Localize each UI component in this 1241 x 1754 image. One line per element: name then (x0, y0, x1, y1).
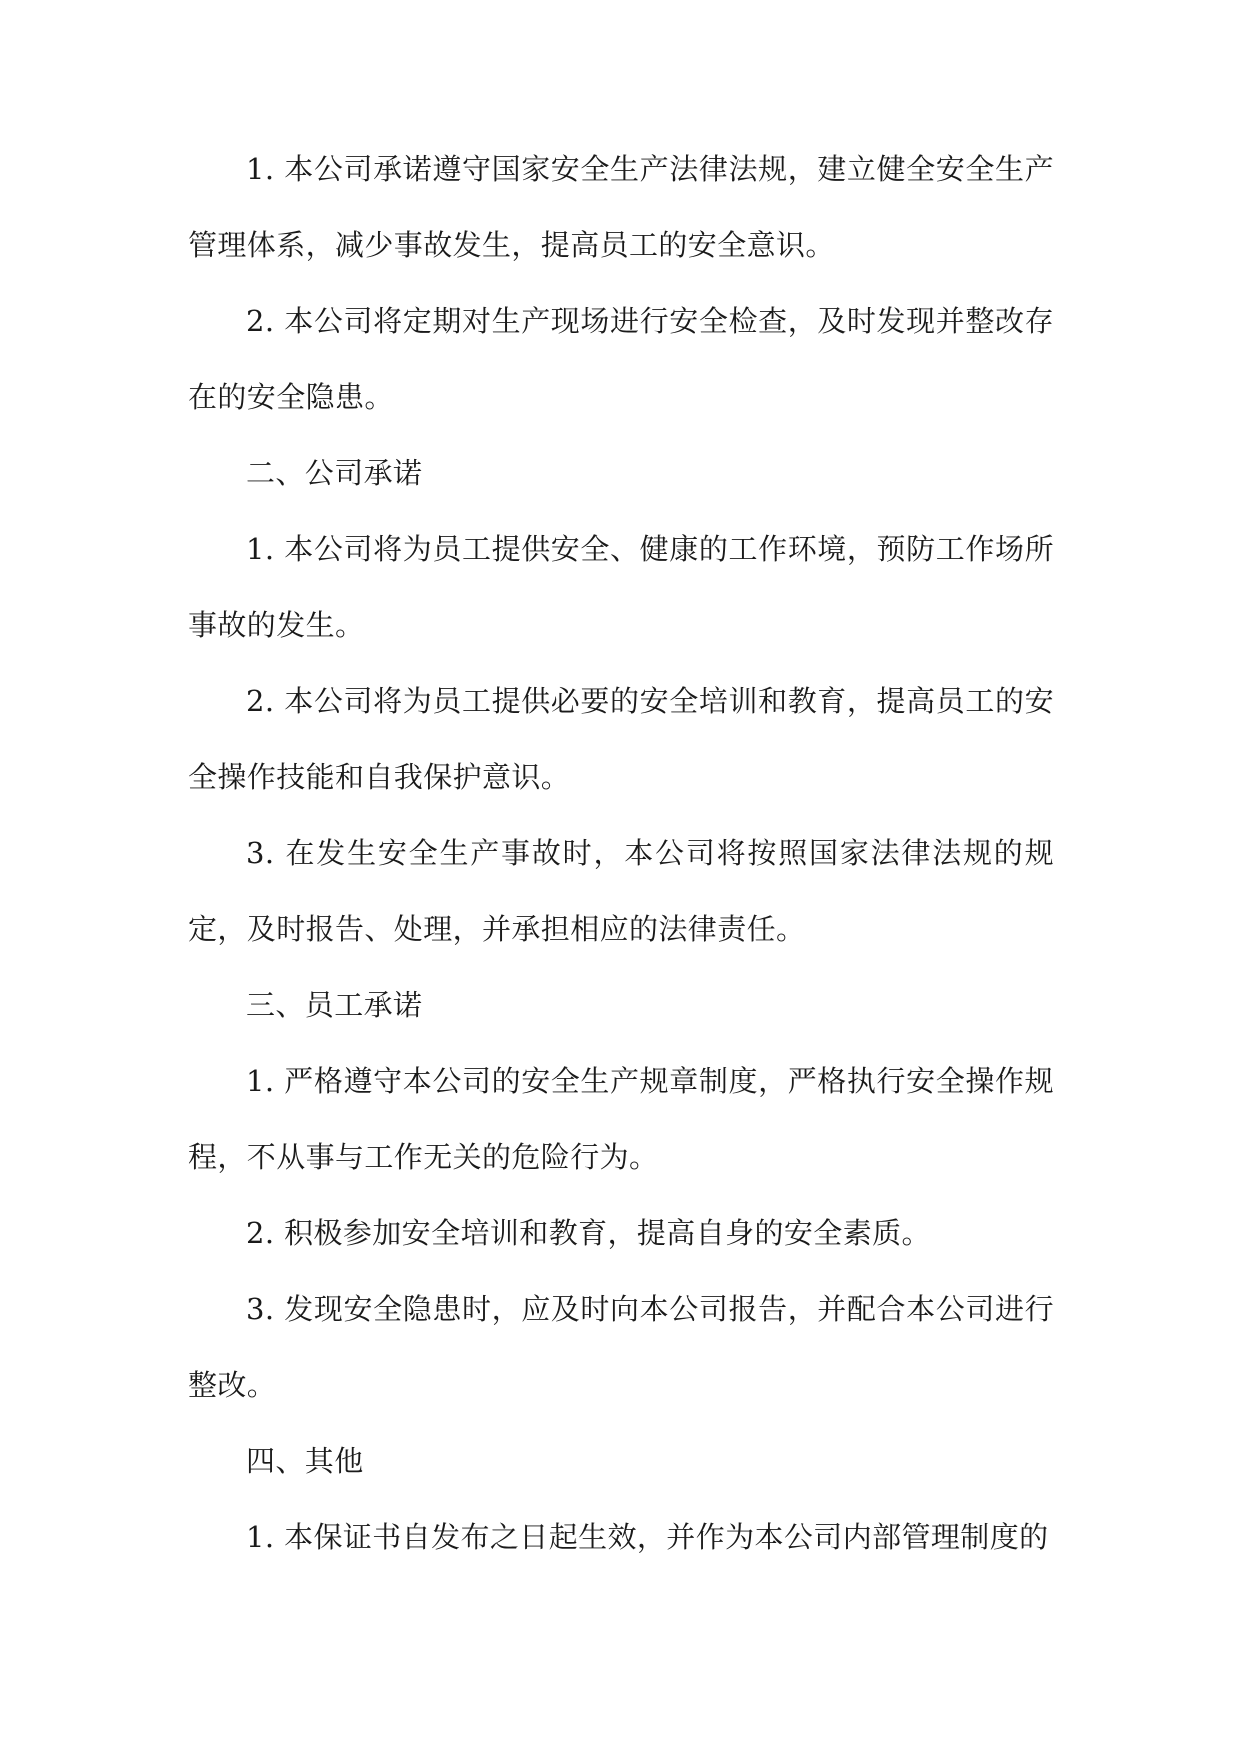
document-body (188, 131, 1054, 1575)
paragraph-effective-date: 1. 本保证书自发布之日起生效，并作为本公司内部管理制度的 (246, 1520, 1049, 1554)
paragraph-safety-training: 2. 本公司将为员工提供必要的安全培训和教育，提高员工的安全操作技能和自我保护意识。 (188, 684, 1054, 794)
section-heading-other: 四、其他 (246, 1444, 364, 1478)
section-heading-employee-commitment: 三、员工承诺 (246, 988, 423, 1022)
paragraph-accident-reporting: 3. 在发生安全生产事故时，本公司将按照国家法律法规的规定，及时报告、处理，并承担相应的法律责任。 (188, 836, 1054, 946)
paragraph-report-hazards: 3. 发现安全隐患时，应及时向本公司报告，并配合本公司进行整改。 (188, 1292, 1054, 1402)
paragraph-work-environment: 1. 本公司将为员工提供安全、健康的工作环境，预防工作场所事故的发生。 (188, 532, 1054, 642)
paragraph-follow-rules: 1. 严格遵守本公司的安全生产规章制度，严格执行安全操作规程，不从事与工作无关的危险行为。 (188, 1064, 1054, 1174)
section-heading-company-commitment: 二、公司承诺 (246, 456, 423, 490)
paragraph-safety-law-commitment: 1. 本公司承诺遵守国家安全生产法律法规，建立健全安全生产管理体系，减少事故发生，提高员工的安全意识。 (188, 152, 1054, 262)
paragraph-site-inspection: 2. 本公司将定期对生产现场进行安全检查，及时发现并整改存在的安全隐患。 (188, 304, 1054, 414)
paragraph-attend-training: 2. 积极参加安全培训和教育，提高自身的安全素质。 (246, 1216, 931, 1250)
